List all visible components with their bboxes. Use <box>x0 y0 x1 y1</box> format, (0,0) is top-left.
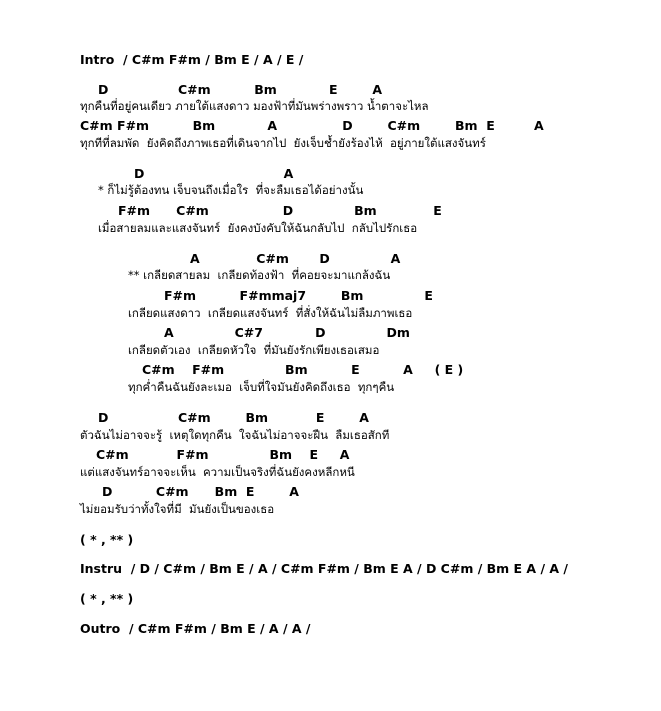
prechorus-chord-line-1: D A <box>134 166 294 181</box>
chorus-chord-line-1: A C#m D A <box>190 251 401 266</box>
outro-line: Outro / C#m F#m / Bm E / A / A / <box>80 621 311 636</box>
verse2-lyric-line-1: ตัวฉันไม่อาจจะรู้ เหตุใดทุกคืน ใจฉันไม่อาจจะฝืน ลืมเธอสักที <box>80 428 390 442</box>
verse2-lyric-line-2: แต่แสงจันทร์อาจจะเห็น ความเป็นจริงที่ฉันยังคงหลีกหนี <box>80 465 355 479</box>
prechorus-lyric-line-2: เมื่อสายลมและแสงจันทร์ ยังคงบังคับให้ฉันกลับไป กลับไปรักเธอ <box>98 221 418 235</box>
prechorus-lyric-line-1: * ก็ไม่รู้ต้องทน เจ็บจนถึงเมื่อใร ที่จะลืมเธอได้อย่างนั้น <box>98 183 364 197</box>
chorus-chord-line-4: C#m F#m Bm E A ( E ) <box>142 362 464 377</box>
chorus-lyric-line-2: เกลียดแสงดาว เกลียดแสงจันทร์ ที่สั่งให้ฉันไม่ลืมภาพเธอ <box>128 306 413 320</box>
verse2-lyric-line-3: ไม่ยอมรับว่าทั้งใจที่มี มันยังเป็นของเธอ <box>80 502 275 516</box>
verse2-chord-line-2: C#m F#m Bm E A <box>96 447 350 462</box>
chorus-lyric-line-1: ** เกลียดสายลม เกลียดท้องฟ้า ที่คอยจะมาแกล้งฉัน <box>128 268 391 282</box>
repeat-marker-1: ( * , ** ) <box>80 532 134 547</box>
chorus-lyric-line-4: ทุกค่ำคืนฉันยังละเมอ เจ็บที่ใจมันยังคิดถึงเธอ ทุกๆคืน <box>128 380 395 394</box>
intro-line: Intro / C#m F#m / Bm E / A / E / <box>80 52 304 67</box>
instrumental-line: Instru / D / C#m / Bm E / A / C#m F#m / Bm E A / D C#m / Bm E A / A / <box>80 561 568 576</box>
verse2-chord-line-3: D C#m Bm E A <box>102 484 299 499</box>
chorus-lyric-line-3: เกลียดตัวเอง เกลียดหัวใจ ที่มันยังรักเพียงเธอเสมอ <box>128 343 380 357</box>
prechorus-chord-line-2: F#m C#m D Bm E <box>118 203 442 218</box>
chorus-chord-line-3: A C#7 D Dm <box>164 325 410 340</box>
repeat-marker-2: ( * , ** ) <box>80 591 134 606</box>
verse1-chord-line-2: C#m F#m Bm A D C#m Bm E A <box>80 118 544 133</box>
chorus-chord-line-2: F#m F#mmaj7 Bm E <box>164 288 433 303</box>
verse1-lyric-line-2: ทุกทีที่ลมพัด ยังคิดถึงภาพเธอที่เดินจากไป ยังเจ็บช้ำยังร้องไห้ อยู่ภายใต้แสงจันทร์ <box>80 136 486 150</box>
verse1-lyric-line-1: ทุกคืนที่อยู่คนเดียว ภายใต้แสงดาว มองฟ้าที่มันพร่างพราว น้ำตาจะไหล <box>80 99 429 113</box>
verse1-chord-line-1: D C#m Bm E A <box>98 82 382 97</box>
verse2-chord-line-1: D C#m Bm E A <box>98 410 369 425</box>
